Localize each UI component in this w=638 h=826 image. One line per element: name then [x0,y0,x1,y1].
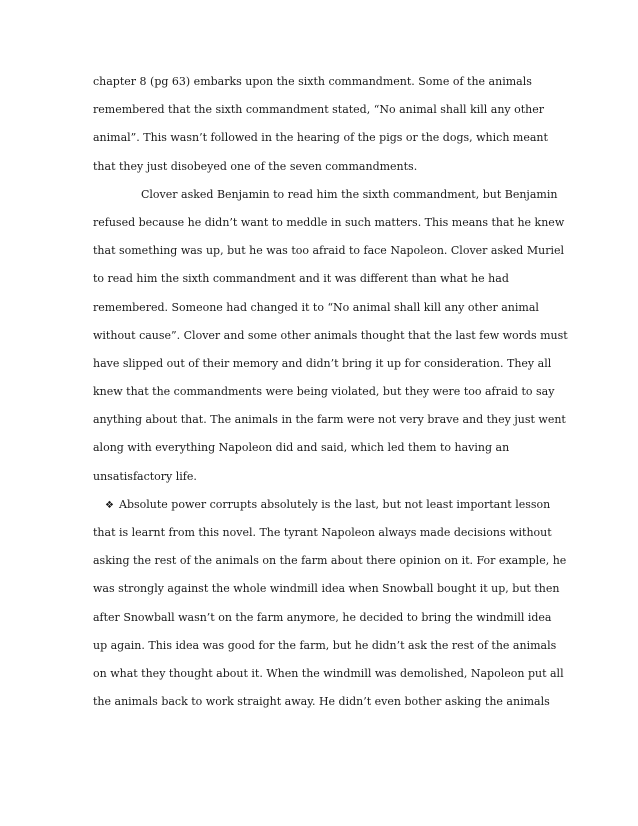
text-line: have slipped out of their memory and didn’t bring it up for consideration. They all [93,356,552,370]
text-line: up again. This idea was good for the farm, but he didn’t ask the rest of the animals [93,638,557,652]
text-line: the animals back to work straight away. He didn’t even bother asking the animals [93,695,550,709]
diamond-bullet-icon: ❖ [105,499,114,511]
text-line: on what they thought about it. When the windmill was demolished, Napoleon put all [93,666,564,680]
paragraph-sixth-commandment [93,68,563,181]
text-line: remembered. Someone had changed it to “No animal shall kill any other animal [93,300,539,314]
text-line: unsatisfactory life. [93,469,197,483]
text-line: to read him the sixth commandment and it was different than what he had [93,272,509,286]
text-line: that they just disobeyed one of the seven commandments. [93,159,418,173]
text-line: remembered that the sixth commandment stated, “No animal shall kill any other [93,103,545,117]
text-line: after Snowball wasn’t on the farm anymore, he decided to bring the windmill idea [93,610,552,624]
document-body [93,68,568,716]
bullet-text: Absolute power corrupts absolutely is the last, but not least important lesson [119,497,551,511]
text-line: anything about that. The animals in the farm were not very brave and they just went [93,413,566,427]
paragraph-absolute-power [93,491,567,717]
text-line: that something was up, but he was too afraid to face Napoleon. Clover asked Muriel [93,244,564,258]
text-line [93,491,563,519]
text-line: asking the rest of the animals on the farm about there opinion on it. For example, he [93,554,567,568]
text-line: knew that the commandments were being violated, but they were too afraid to say [93,385,555,399]
text-line: chapter 8 (pg 63) embarks upon the sixth commandment. Some of the animals [93,75,532,88]
paragraph-clover-benjamin [93,181,568,491]
text-line: that is learnt from this novel. The tyrant Napoleon always made decisions without [93,526,552,539]
text-line: was strongly against the whole windmill idea when Snowball bought it up, but then [93,582,560,596]
text-line: refused because he didn’t want to meddle in such matters. This means that he knew [93,215,565,229]
text-line: along with everything Napoleon did and said, which led them to having an [93,441,510,455]
text-line: without cause”. Clover and some other animals thought that the last few words must [93,328,568,342]
text-line: animal”. This wasn’t followed in the hearing of the pigs or the dogs, which meant [93,131,548,145]
text-line: Clover asked Benjamin to read him the sixth commandment, but Benjamin [141,187,558,201]
